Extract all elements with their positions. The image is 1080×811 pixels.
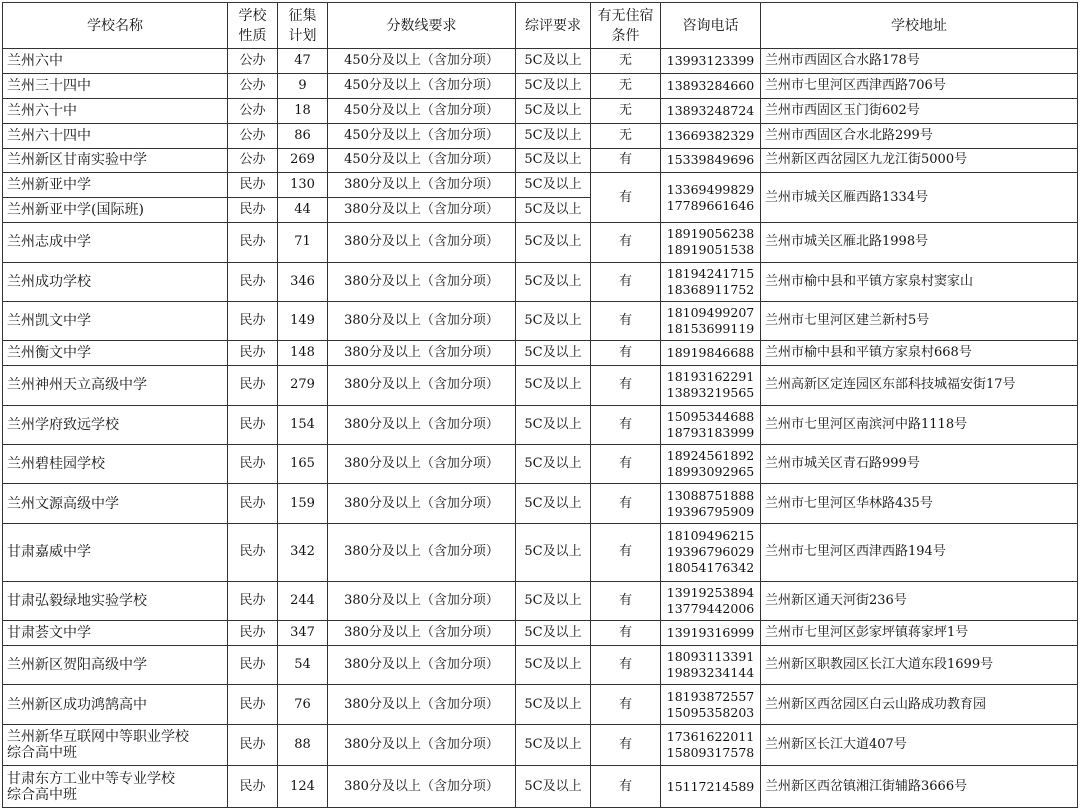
school-address: 兰州市西固区玉门街602号 [761,98,1078,123]
eval-requirement: 5C及以上 [516,123,591,148]
school-name-line: 综合高中班 [7,786,77,803]
school-type: 民办 [228,444,278,483]
contact-phone-line: 13893248724 [666,102,755,118]
dorm-status: 有 [591,621,661,646]
score-requirement: 380分及以上（含加分项） [328,484,516,523]
school-address: 兰州市七里河区南滨河中路1118号 [761,405,1078,444]
school-name [3,724,228,765]
score-requirement: 380分及以上（含加分项） [328,766,516,808]
contact-phone-line: 18109499207 [666,305,755,321]
school-name: 兰州六十中 [3,98,228,123]
table-row [3,484,1078,523]
eval-requirement: 5C及以上 [516,301,591,340]
contact-phone-line: 18153699119 [666,321,755,337]
score-requirement: 450分及以上（含加分项） [328,73,516,98]
school-type: 民办 [228,223,278,262]
dorm-status: 有 [591,444,661,483]
enroll-plan: 347 [278,621,328,646]
score-requirement: 380分及以上（含加分项） [328,223,516,262]
header-address: 学校地址 [761,3,1078,49]
school-type: 公办 [228,73,278,98]
table-row [3,301,1078,340]
contact-phone-line: 19893234144 [666,665,755,681]
eval-requirement: 5C及以上 [516,262,591,301]
table-row [3,621,1078,646]
score-requirement: 380分及以上（含加分项） [328,301,516,340]
school-name-line: 甘肃东方工业中等专业学校 [7,770,175,787]
school-address: 兰州市榆中县和平镇方家泉村窦家山 [761,262,1078,301]
school-address: 兰州新区长江大道407号 [761,724,1078,765]
score-requirement: 450分及以上（含加分项） [328,98,516,123]
table-row [3,685,1078,724]
score-requirement: 380分及以上（含加分项） [328,405,516,444]
contact-phone [661,73,761,98]
school-type: 民办 [228,484,278,523]
school-type: 公办 [228,98,278,123]
school-type: 民办 [228,724,278,765]
contact-phone-line: 15095344688 [666,408,755,424]
table-row [3,444,1078,483]
school-name: 兰州新区贺阳高级中学 [3,646,228,685]
eval-requirement: 5C及以上 [516,341,591,366]
school-name: 兰州衡文中学 [3,341,228,366]
school-name: 兰州志成中学 [3,223,228,262]
dorm-status: 无 [591,98,661,123]
dorm-status: 有 [591,301,661,340]
header-plan: 征集计划 [278,3,328,49]
contact-phone-line: 18193872557 [666,688,755,704]
enroll-plan: 86 [278,123,328,148]
contact-phone [661,148,761,173]
contact-phone-line: 13919316999 [666,625,755,641]
enroll-plan: 88 [278,724,328,765]
eval-requirement: 5C及以上 [516,223,591,262]
enroll-plan: 71 [278,223,328,262]
school-address: 兰州新区职教园区长江大道东段1699号 [761,646,1078,685]
table-row [3,49,1078,74]
dorm-status: 有 [591,646,661,685]
school-name: 兰州三十四中 [3,73,228,98]
contact-phone-line: 18193162291 [666,369,755,385]
dorm-status: 无 [591,73,661,98]
table-row [3,766,1078,808]
enroll-plan: 54 [278,646,328,685]
school-address: 兰州新区西岔镇湘江街辅路3666号 [761,766,1078,808]
school-address: 兰州市西固区合水路178号 [761,49,1078,74]
dorm-status: 有 [591,341,661,366]
contact-phone-line: 18993092965 [666,464,755,480]
eval-requirement: 5C及以上 [516,73,591,98]
table-row [3,724,1078,765]
eval-requirement: 5C及以上 [516,766,591,808]
school-address: 兰州新区西岔园区白云山路成功教育园 [761,685,1078,724]
enroll-plan: 44 [278,198,328,223]
enroll-plan: 148 [278,341,328,366]
school-name: 甘肃弘毅绿地实验学校 [3,581,228,620]
table-row [3,173,1078,198]
school-address: 兰州市七里河区华林路435号 [761,484,1078,523]
contact-phone-line: 18793183999 [666,424,755,440]
contact-phone [661,301,761,340]
school-name: 兰州新区甘南实验中学 [3,148,228,173]
contact-phone [661,405,761,444]
eval-requirement: 5C及以上 [516,621,591,646]
contact-phone-line: 15809317578 [666,745,755,761]
school-type: 民办 [228,523,278,581]
enroll-plan: 149 [278,301,328,340]
school-name: 兰州成功学校 [3,262,228,301]
header-type: 学校性质 [228,3,278,49]
school-name: 兰州碧桂园学校 [3,444,228,483]
contact-phone-line: 18194241715 [666,265,755,281]
contact-phone-line: 18368911752 [666,281,755,297]
contact-phone [661,173,761,223]
score-requirement: 380分及以上（含加分项） [328,581,516,620]
school-name: 甘肃嘉威中学 [3,523,228,581]
enroll-plan: 269 [278,148,328,173]
dorm-status: 有 [591,766,661,808]
school-name: 兰州学府致远学校 [3,405,228,444]
school-type: 民办 [228,341,278,366]
header-eval: 综评要求 [516,3,591,49]
enroll-plan: 165 [278,444,328,483]
table-row [3,366,1078,405]
eval-requirement: 5C及以上 [516,523,591,581]
contact-phone [661,98,761,123]
dorm-status: 有 [591,581,661,620]
school-name: 兰州新区成功鸿鹄高中 [3,685,228,724]
table-body [3,49,1078,808]
contact-phone-line: 19396795909 [666,503,755,519]
table-row [3,405,1078,444]
contact-phone-line: 17789661646 [666,197,755,213]
header-dorm: 有无住宿条件 [591,3,661,49]
school-type: 民办 [228,621,278,646]
contact-phone-line: 15117214589 [666,778,755,794]
contact-phone [661,523,761,581]
school-name: 兰州文源高级中学 [3,484,228,523]
score-requirement: 380分及以上（含加分项） [328,621,516,646]
school-name: 兰州凯文中学 [3,301,228,340]
header-phone: 咨询电话 [661,3,761,49]
school-name [3,766,228,808]
school-address: 兰州市城关区雁西路1334号 [761,173,1078,223]
header-name: 学校名称 [3,3,228,49]
school-type: 民办 [228,766,278,808]
contact-phone-line: 18924561892 [666,448,755,464]
eval-requirement: 5C及以上 [516,198,591,223]
score-requirement: 380分及以上（含加分项） [328,523,516,581]
score-requirement: 380分及以上（含加分项） [328,724,516,765]
school-type: 民办 [228,581,278,620]
contact-phone [661,366,761,405]
score-requirement: 450分及以上（含加分项） [328,49,516,74]
contact-phone [661,262,761,301]
dorm-status: 有 [591,173,661,223]
school-type: 公办 [228,148,278,173]
contact-phone [661,49,761,74]
school-type: 民办 [228,262,278,301]
score-requirement: 380分及以上（含加分项） [328,444,516,483]
dorm-status: 有 [591,405,661,444]
enroll-plan: 346 [278,262,328,301]
school-type: 民办 [228,405,278,444]
eval-requirement: 5C及以上 [516,581,591,620]
enroll-plan: 279 [278,366,328,405]
contact-phone-line: 13088751888 [666,487,755,503]
eval-requirement: 5C及以上 [516,444,591,483]
enroll-plan: 18 [278,98,328,123]
school-type: 公办 [228,123,278,148]
dorm-status: 有 [591,148,661,173]
enroll-plan: 130 [278,173,328,198]
contact-phone-line: 13669382329 [666,127,755,143]
school-address: 兰州市七里河区彭家坪镇蒋家坪1号 [761,621,1078,646]
enroll-plan: 159 [278,484,328,523]
eval-requirement: 5C及以上 [516,98,591,123]
score-requirement: 380分及以上（含加分项） [328,646,516,685]
dorm-status: 有 [591,366,661,405]
contact-phone-line: 17361622011 [666,729,755,745]
school-address: 兰州新区通天河街236号 [761,581,1078,620]
school-address: 兰州市七里河区西津西路706号 [761,73,1078,98]
contact-phone-line: 15095358203 [666,704,755,720]
school-type: 民办 [228,685,278,724]
dorm-status: 有 [591,685,661,724]
school-name: 兰州新亚中学(国际班) [3,198,228,223]
table-row [3,581,1078,620]
eval-requirement: 5C及以上 [516,49,591,74]
contact-phone-line: 13779442006 [666,600,755,616]
admission-table [2,2,1078,808]
score-requirement: 450分及以上（含加分项） [328,148,516,173]
dorm-status: 无 [591,123,661,148]
school-address: 兰州市七里河区建兰新村5号 [761,301,1078,340]
school-name: 兰州神州天立高级中学 [3,366,228,405]
table-row [3,341,1078,366]
contact-phone [661,646,761,685]
school-type: 民办 [228,301,278,340]
school-address: 兰州新区西岔园区九龙江街5000号 [761,148,1078,173]
contact-phone [661,724,761,765]
score-requirement: 380分及以上（含加分项） [328,366,516,405]
enroll-plan: 47 [278,49,328,74]
enroll-plan: 244 [278,581,328,620]
dorm-status: 有 [591,262,661,301]
school-address: 兰州市榆中县和平镇方家泉村668号 [761,341,1078,366]
contact-phone-line: 18919051538 [666,242,755,258]
school-name: 甘肃荟文中学 [3,621,228,646]
contact-phone [661,341,761,366]
contact-phone-line: 18109496215 [666,528,755,544]
school-type: 民办 [228,646,278,685]
enroll-plan: 124 [278,766,328,808]
contact-phone-line: 18919056238 [666,226,755,242]
school-type: 民办 [228,366,278,405]
enroll-plan: 76 [278,685,328,724]
contact-phone-line: 13993123399 [666,52,755,68]
eval-requirement: 5C及以上 [516,724,591,765]
eval-requirement: 5C及以上 [516,173,591,198]
dorm-status: 无 [591,49,661,74]
table-row [3,98,1078,123]
contact-phone [661,685,761,724]
table-row [3,73,1078,98]
dorm-status: 有 [591,523,661,581]
contact-phone-line: 18919846688 [666,345,755,361]
contact-phone-line: 15339849696 [666,152,755,168]
contact-phone-line: 13893284660 [666,77,755,93]
school-name-line: 综合高中班 [7,745,77,762]
contact-phone [661,123,761,148]
table-row [3,148,1078,173]
school-address: 兰州高新区定连园区东部科技城福安街17号 [761,366,1078,405]
school-address: 兰州市七里河区西津西路194号 [761,523,1078,581]
eval-requirement: 5C及以上 [516,646,591,685]
dorm-status: 有 [591,484,661,523]
contact-phone [661,223,761,262]
contact-phone-line: 13893219565 [666,385,755,401]
score-requirement: 380分及以上（含加分项） [328,341,516,366]
enroll-plan: 9 [278,73,328,98]
school-name: 兰州六中 [3,49,228,74]
contact-phone-line: 18054176342 [666,560,755,576]
school-address: 兰州市西固区合水北路299号 [761,123,1078,148]
contact-phone [661,766,761,808]
header-score: 分数线要求 [328,3,516,49]
table-row [3,262,1078,301]
score-requirement: 380分及以上（含加分项） [328,685,516,724]
contact-phone [661,581,761,620]
eval-requirement: 5C及以上 [516,405,591,444]
enroll-plan: 154 [278,405,328,444]
contact-phone-line: 19396796029 [666,544,755,560]
contact-phone-line: 13369499829 [666,181,755,197]
header-row [3,3,1078,49]
school-address: 兰州市城关区雁北路1998号 [761,223,1078,262]
dorm-status: 有 [591,724,661,765]
table-row [3,123,1078,148]
table-row [3,223,1078,262]
table-row [3,646,1078,685]
school-type: 民办 [228,173,278,198]
contact-phone-line: 13919253894 [666,584,755,600]
score-requirement: 380分及以上（含加分项） [328,173,516,198]
table-row [3,523,1078,581]
score-requirement: 380分及以上（含加分项） [328,262,516,301]
school-address: 兰州市城关区青石路999号 [761,444,1078,483]
contact-phone [661,444,761,483]
eval-requirement: 5C及以上 [516,366,591,405]
school-name: 兰州六十四中 [3,123,228,148]
dorm-status: 有 [591,223,661,262]
contact-phone [661,484,761,523]
enroll-plan: 342 [278,523,328,581]
eval-requirement: 5C及以上 [516,148,591,173]
school-type: 公办 [228,49,278,74]
score-requirement: 380分及以上（含加分项） [328,198,516,223]
contact-phone-line: 18093113391 [666,649,755,665]
score-requirement: 450分及以上（含加分项） [328,123,516,148]
contact-phone [661,621,761,646]
eval-requirement: 5C及以上 [516,484,591,523]
school-name-line: 兰州新华互联网中等职业学校 [7,729,189,746]
school-type: 民办 [228,198,278,223]
school-name: 兰州新亚中学 [3,173,228,198]
eval-requirement: 5C及以上 [516,685,591,724]
